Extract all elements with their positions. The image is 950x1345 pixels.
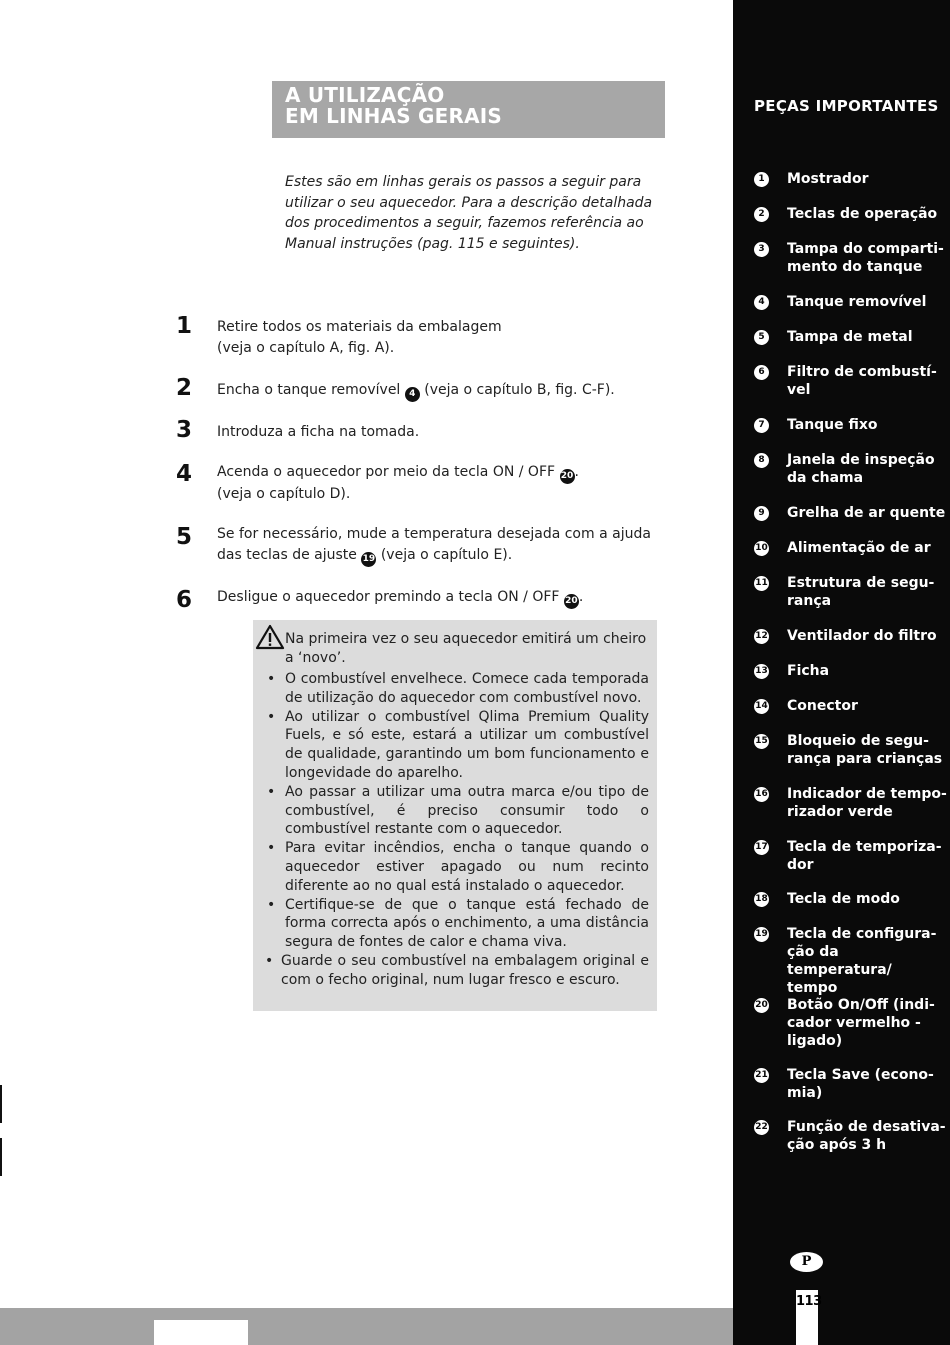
- part-label: Estrutura de segu- rança: [787, 575, 935, 609]
- part-label: Bloqueio de segu- rança para crianças: [787, 733, 943, 767]
- part-number-badge: 13: [754, 664, 769, 679]
- step-text: .: [574, 464, 579, 480]
- step-number: 2: [176, 375, 193, 401]
- part-label: Conector: [787, 698, 858, 714]
- part-label: Grelha de ar quente: [787, 505, 946, 521]
- part-number-badge: 17: [754, 840, 769, 855]
- step-text: Retire todos os materiais da embalagem: [217, 319, 502, 335]
- part-label: Tampa de metal: [787, 329, 913, 345]
- edge-mark: [0, 1138, 2, 1176]
- part-label: Teclas de operação: [787, 206, 938, 222]
- step-text: (veja o capítulo E).: [380, 547, 513, 563]
- part-label: Alimentação de ar: [787, 540, 931, 556]
- list-item: • Para evitar incêndios, encha o tanque quando o aquecedor estiver apagado ou num recinto diferente ao no qual está instalado o aquecedor.: [267, 840, 649, 894]
- warning-lead-text: Na primeira vez o seu aquecedor emitirá um cheiro a ‘novo’.: [285, 631, 647, 666]
- bullet: •: [267, 783, 276, 800]
- important-parts-sidebar: [733, 0, 950, 1345]
- part-label: Tecla Save (econo- mia): [787, 1067, 934, 1101]
- part-label: Tecla de modo: [787, 891, 900, 907]
- part-label: Tanque fixo: [787, 417, 878, 433]
- bullet: •: [267, 896, 276, 913]
- part-label: Função de desativa- ção após 3 h: [787, 1119, 946, 1153]
- step-number: 3: [176, 417, 193, 443]
- sidebar-title: PEÇAS IMPORTANTES: [754, 97, 939, 115]
- edge-mark: [0, 1085, 2, 1123]
- part-label: Ventilador do filtro: [787, 628, 937, 644]
- part-label: Indicador de tempo- rizador verde: [787, 786, 947, 820]
- part-number-badge: 20: [754, 998, 769, 1013]
- part-number-badge: 4: [754, 295, 769, 310]
- step-text: Introduza a ficha na tomada.: [217, 424, 420, 440]
- part-number-badge: 16: [754, 787, 769, 802]
- step-text: (veja o capítulo B, fig. C-F).: [424, 382, 615, 398]
- step-text: Acenda o aquecedor por meio da tecla ON / OFF: [217, 464, 556, 480]
- intro-paragraph: Estes são em linhas gerais os passos a seguir para utilizar o seu aquecedor. Para a descrição detalhada dos procedimentos a seguir, fazemos referência ao Manual instruções (pag. 115 e seguintes).: [285, 174, 653, 252]
- part-number-badge: 7: [754, 418, 769, 433]
- part-number-badge: 1: [754, 172, 769, 187]
- part-label: Ficha: [787, 663, 830, 679]
- part-label: Botão On/Off (indi- cador vermelho - ligado): [787, 997, 935, 1049]
- warning-box: [253, 620, 657, 1011]
- bullet: •: [267, 840, 276, 857]
- reference-number-badge: 19: [361, 552, 376, 567]
- part-label: Tampa do comparti- mento do tanque: [787, 241, 944, 275]
- part-number-badge: 9: [754, 506, 769, 521]
- part-number-badge: 3: [754, 242, 769, 257]
- step-number: 6: [176, 587, 193, 613]
- list-item: • Ao passar a utilizar uma outra marca e/ou tipo de combustível, é preciso consumir todo o combustível restante com o aquecedor.: [267, 783, 649, 838]
- list-item: • O combustível envelhece. Comece cada temporada de utilização do aquecedor com combustível novo.: [267, 671, 649, 706]
- part-label: Tecla de temporiza- dor: [787, 839, 942, 873]
- list-item: • Ao utilizar o combustível Qlima Premium Quality Fuels, e só este, estará a utilizar um combustível de qualidade, garantindo um bom funcionamento e longevidade do aparelho.: [267, 708, 649, 781]
- part-number-badge: 2: [754, 207, 769, 222]
- reference-number-badge: 20: [560, 469, 575, 484]
- bullet: •: [265, 952, 274, 969]
- part-number-badge: 18: [754, 892, 769, 907]
- part-number-badge: 8: [754, 453, 769, 468]
- step-number: 5: [176, 524, 193, 550]
- page-title-line-2: EM LINHAS GERAIS: [285, 104, 503, 128]
- page-title-banner: [272, 81, 665, 138]
- part-number-badge: 21: [754, 1068, 769, 1083]
- part-number-badge: 22: [754, 1120, 769, 1135]
- step-text: Encha o tanque removível: [217, 382, 401, 398]
- warning-triangle-icon: [255, 624, 285, 650]
- part-number-badge: 19: [754, 927, 769, 942]
- part-label: Tecla de configura- ção da temperatura/ tempo: [787, 926, 937, 996]
- step-text: Se for necessário, mude a temperatura desejada com a ajuda: [217, 526, 651, 542]
- part-label: Filtro de combustí- vel: [787, 364, 937, 398]
- list-item: • Certifique-se de que o tanque está fechado de forma correcta após o enchimento, a uma distância segura de fontes de calor e chama viva.: [267, 896, 649, 951]
- part-number-badge: 10: [754, 541, 769, 556]
- part-label: Janela de inspeção da chama: [787, 452, 935, 486]
- part-number-badge: 12: [754, 629, 769, 644]
- page-number: 113: [796, 1290, 818, 1345]
- bullet: •: [267, 708, 276, 725]
- part-number-badge: 6: [754, 365, 769, 380]
- part-number-badge: 11: [754, 576, 769, 591]
- part-label: Mostrador: [787, 171, 869, 187]
- step-text: Desligue o aquecedor premindo a tecla ON / OFF: [217, 589, 560, 605]
- page-title-line-1: A UTILIZAÇÃO: [285, 83, 445, 107]
- list-item: • Guarde o seu combustível na embalagem original e com o fecho original, num lugar fresco e escuro.: [265, 952, 649, 988]
- reference-number-badge: 4: [405, 387, 420, 402]
- step-number: 1: [176, 313, 193, 339]
- step-text: (veja o capítulo D).: [217, 486, 351, 502]
- step-text: .: [578, 589, 584, 605]
- step-number: 4: [176, 461, 193, 487]
- step-text: das teclas de ajuste: [217, 547, 357, 563]
- step-text: (veja o capítulo A, fig. A).: [217, 340, 395, 356]
- part-label: Tanque removível: [787, 294, 927, 310]
- part-number-badge: 5: [754, 330, 769, 345]
- warning-list: [265, 670, 649, 990]
- reference-number-badge: 20: [564, 594, 579, 609]
- part-number-badge: 15: [754, 734, 769, 749]
- footer-bar: [0, 1308, 733, 1345]
- bullet: •: [267, 671, 276, 687]
- part-number-badge: 14: [754, 699, 769, 714]
- footer-tab: [154, 1320, 248, 1345]
- language-badge: P: [790, 1252, 823, 1272]
